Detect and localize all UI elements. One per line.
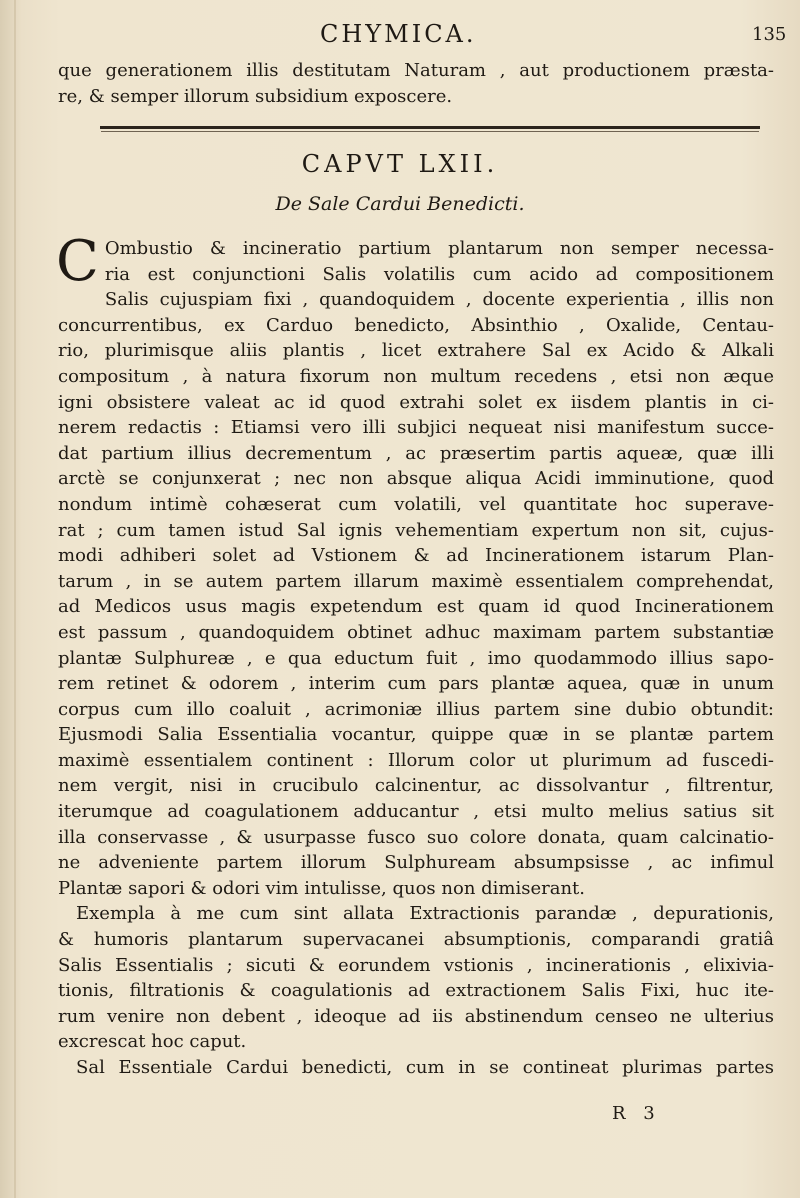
text-line: nem vergit, nisi in crucibulo calcinentur, ac dissolvantur , filtrentur, xyxy=(58,775,774,797)
text-line: tionis, filtrationis & coagulationis ad extractionem Salis Fixi, huc ite- xyxy=(58,980,774,1002)
text-line: & humoris plantarum supervacanei absumptionis, comparandi gratiâ xyxy=(58,929,774,951)
intro-paragraph xyxy=(58,58,774,109)
text-line: concurrentibus, ex Carduo benedicto, Absinthio , Oxalide, Centau- xyxy=(58,314,774,336)
text-line: ria est conjunctioni Salis volatilis cum acido ad compositionem xyxy=(104,263,774,285)
text-line: tarum , in se autem partem illarum maximè essentialem comprehendat, xyxy=(58,570,774,592)
text-line: ad Medicos usus magis expetendum est quam id quod Incinerationem xyxy=(58,596,774,618)
text-line: modi adhiberi solet ad Vstionem & ad Incinerationem istarum Plan- xyxy=(58,545,774,567)
chapter-title: CAPVT LXII. xyxy=(301,150,499,178)
text-line: rum venire non debent , ideoque ad iis abstinendum censeo ne ulterius xyxy=(58,1005,774,1027)
text-line: arctè se conjunxerat ; nec non absque aliqua Acidi imminutione, quod xyxy=(58,468,774,490)
text-line: Salis Essentialis ; sicuti & eorundem vstionis , incinerationis , elixivia- xyxy=(58,954,774,976)
chapter-subtitle: De Sale Cardui Benedicti. xyxy=(275,193,525,215)
text-line: rat ; cum tamen istud Sal ignis vehementiam expertum non sit, cujus- xyxy=(58,519,774,541)
page-number: 135 xyxy=(752,24,787,45)
text-line: Exempla à me cum sint allata Extractionis parandæ , depurationis, xyxy=(76,903,774,925)
text-line: dat partium illius decrementum , ac præsertim partis aqueæ, quæ illi xyxy=(58,442,774,464)
chapter-body xyxy=(56,229,774,1081)
catchword-signature: R 3 xyxy=(612,1103,661,1124)
text-line: igni obsistere valeat ac id quod extrahi solet ex iisdem plantis in ci- xyxy=(58,391,774,413)
page-gutter xyxy=(14,0,16,1198)
text-line: que generationem illis destitutam Naturam , aut productionem præsta- xyxy=(58,60,774,81)
text-line: excrescat hoc caput. xyxy=(58,1031,247,1053)
text-line: nondum intimè cohæserat cum volatili, vel quantitate hoc superave- xyxy=(58,493,774,515)
text-line: maximè essentialem continent : Illorum color ut plurimum ad fuscedi- xyxy=(58,749,774,771)
text-line: nerem redactis : Etiamsi vero illi subjici nequeat nisi manifestum succe- xyxy=(58,417,774,439)
text-line: Ombustio & incineratio partium plantarum non semper necessa- xyxy=(104,238,774,259)
text-line: rio, plurimisque aliis plantis , licet extrahere Sal ex Acido & Alkali xyxy=(58,340,774,362)
text-line: corpus cum illo coaluit , acrimoniæ illius partem sine dubio obtundit: xyxy=(58,698,774,720)
text-line: iterumque ad coagulationem adducantur , etsi multo melius satius sit xyxy=(58,801,774,823)
running-title: CHYMICA. xyxy=(320,20,477,48)
text-line: est passum , quandoquidem obtinet adhuc maximam partem substantiæ xyxy=(58,621,774,643)
text-line: compositum , à natura fixorum non multum recedens , etsi non æque xyxy=(58,365,774,387)
text-line: Plantæ sapori & odori vim intulisse, quos non dimiserant. xyxy=(58,877,586,899)
text-line: Ejusmodi Salia Essentialia vocantur, quippe quæ in se plantæ partem xyxy=(58,724,774,746)
text-line: rem retinet & odorem , interim cum pars plantæ aquea, quæ in unum xyxy=(58,673,774,695)
drop-capital: C xyxy=(56,229,99,294)
section-divider xyxy=(100,126,760,129)
text-line: re, & semper illorum subsidium exposcere. xyxy=(58,85,453,107)
text-line: plantæ Sulphureæ , e qua eductum fuit , imo quodammodo illius sapo- xyxy=(58,647,774,669)
text-line: Sal Essentiale Cardui benedicti, cum in se contineat plurimas partes xyxy=(76,1057,774,1078)
text-line: illa conservasse , & usurpasse fusco suo colore donata, quam calcinatio- xyxy=(58,826,774,848)
text-line: ne adveniente partem illorum Sulphuream absumpsisse , ac infimul xyxy=(58,852,774,874)
text-line: Salis cujuspiam fixi , quandoquidem , docente experientia , illis non xyxy=(104,289,774,311)
